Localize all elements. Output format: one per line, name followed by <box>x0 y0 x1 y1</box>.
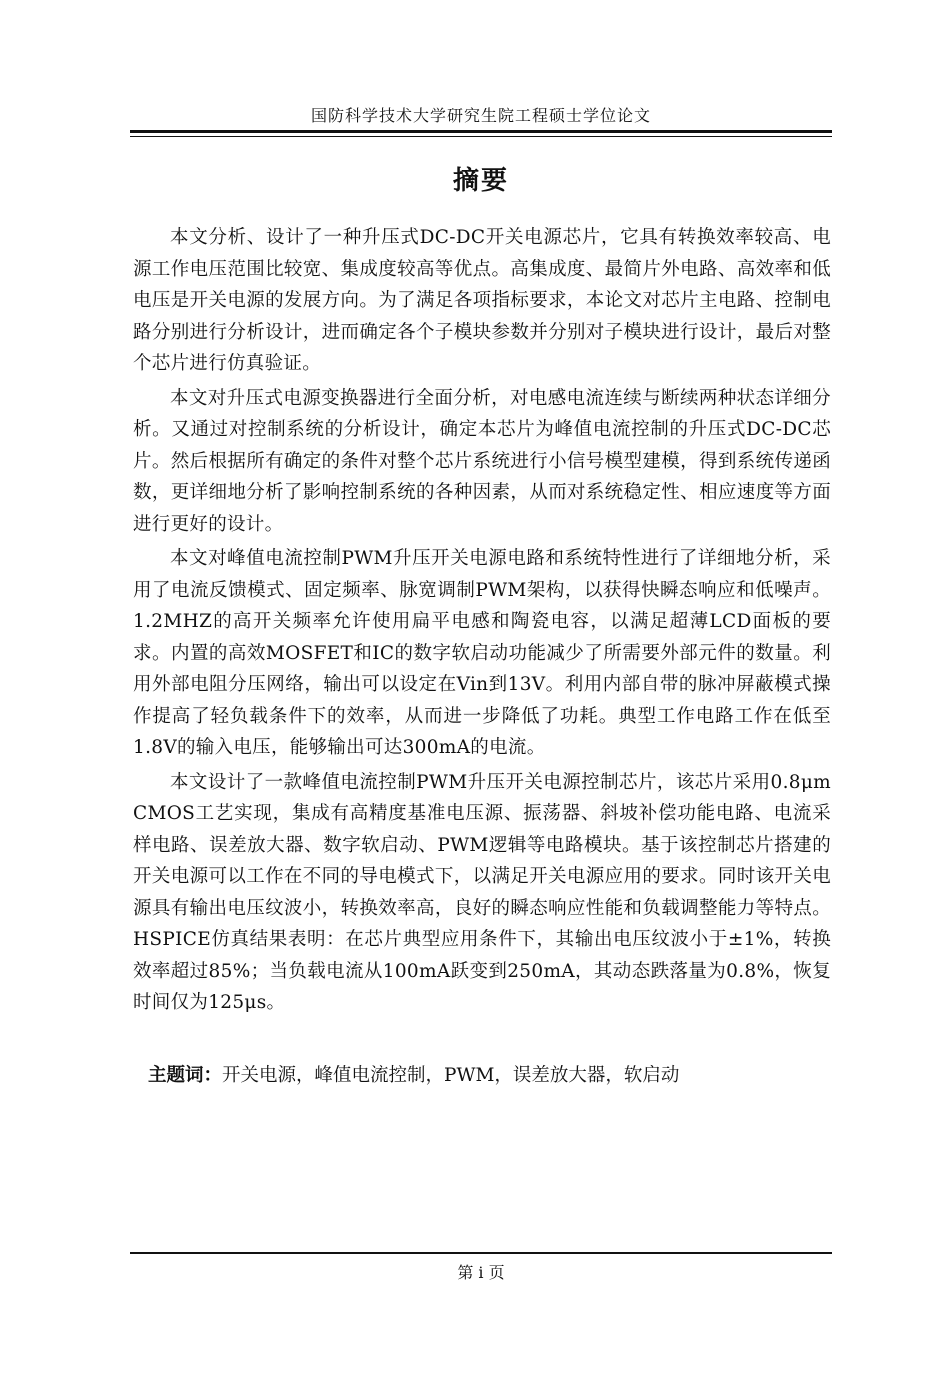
keywords-line <box>148 1062 832 1090</box>
abstract-title: 摘要 <box>452 166 509 196</box>
abstract-body <box>133 222 831 1019</box>
keywords-label: 主题词： <box>148 1065 223 1086</box>
page-number: 第 i 页 <box>457 1263 505 1282</box>
header-rule-thin <box>130 136 832 137</box>
abstract-paragraph-1: 本文分析、设计了一种升压式DC-DC开关电源芯片，它具有转换效率较高、电源工作电压范围比较宽、集成度较高等优点。高集成度、最简片外电路、高效率和低电压是开关电源的发展方向。为了满足各项指标要求，本论文对芯片主电路、控制电路分别进行分析设计，进而确定各个子模块参数并分别对子模块进行设计，最后对整个芯片进行仿真验证。 <box>133 227 831 374</box>
abstract-paragraph-4: 本文设计了一款峰值电流控制PWM升压开关电源控制芯片，该芯片采用0.8μm CMOS工艺实现，集成有高精度基准电压源、振荡器、斜坡补偿功能电路、电流采样电路、误差放大器、数字软启动、PWM逻辑等电路模块。基于该控制芯片搭建的开关电源可以工作在不同的导电模式下，以满足开关电源应用的要求。同时该开关电源具有输出电压纹波小，转换效率高，良好的瞬态响应性能和负载调整能力等特点。HSPICE仿真结果表明：在芯片典型应用条件下，其输出电压纹波小于±1%，转换效率超过85%；当负载电流从100mA跃变到250mA，其动态跌落量为0.8%，恢复时间仅为125μs。 <box>133 771 831 1013</box>
abstract-paragraph-3: 本文对峰值电流控制PWM升压开关电源电路和系统特性进行了详细地分析，采用了电流反馈模式、固定频率、脉宽调制PWM架构，以获得快瞬态响应和低噪声。1.2MHZ的高开关频率允许使用扁平电感和陶瓷电容，以满足超薄LCD面板的要求。内置的高效MOSFET和IC的数字软启动功能减少了所需要外部元件的数量。利用外部电阻分压网络，输出可以设定在Vin到13V。利用内部自带的脉冲屏蔽模式操作提高了轻负载条件下的效率，从而进一步降低了功耗。典型工作电路工作在低至1.8V的输入电压，能够输出可达300mA的电流。 <box>133 548 831 758</box>
header-rule-thick <box>130 130 832 133</box>
keywords-text: 开关电源，峰值电流控制，PWM，误差放大器，软启动 <box>222 1065 680 1086</box>
abstract-paragraph-2: 本文对升压式电源变换器进行全面分析，对电感电流连续与断续两种状态详细分析。又通过对控制系统的分析设计，确定本芯片为峰值电流控制的升压式DC-DC芯片。然后根据所有确定的条件对整个芯片系统进行小信号模型建模，得到系统传递函数，更详细地分析了影响控制系统的各种因素，从而对系统稳定性、相应速度等方面进行更好的设计。 <box>133 387 831 535</box>
footer-rule <box>130 1252 832 1254</box>
running-header: 国防科学技术大学研究生院工程硕士学位论文 <box>310 106 651 125</box>
